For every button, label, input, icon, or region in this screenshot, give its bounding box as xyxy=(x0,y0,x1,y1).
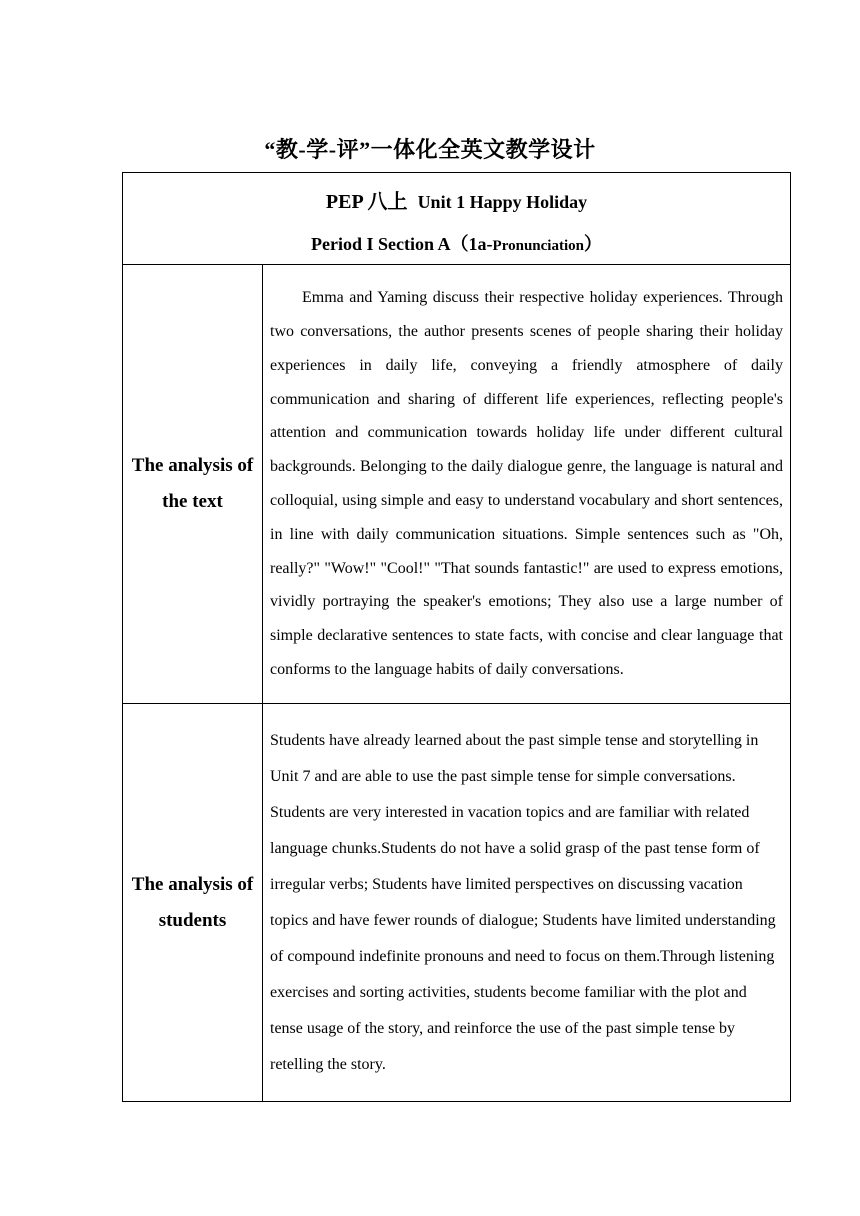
table-header-row xyxy=(123,173,791,265)
row-content: Students have already learned about the past simple tense and storytelling in Unit 7 and are able to use the past simple tense for simple conversations. Students are very interested in vacation topics and are familiar with related language chunks.Students do not have a solid grasp of the past tense form of irregular verbs; Students have limited perspectives on discussing vacation topics and have fewer rounds of dialogue; Students have limited understanding of compound indefinite pronouns and need to focus on them.Through listening exercises and sorting activities, students become familiar with the plot and tense usage of the story, and reinforce the use of the past simple tense by retelling the story. xyxy=(270,731,776,1073)
row-content: Emma and Yaming discuss their respective holiday experiences. Through two conversations, the author presents scenes of people sharing their holiday experiences in daily life, conveying a friendly atmosphere of daily communication and sharing of different life experiences, reflecting people's attention and communication towards holiday life under different cultural backgrounds. Belonging to the daily dialogue genre, the language is natural and colloquial, using simple and easy to understand vocabulary and short sentences, in line with daily communication situations. Simple sentences such as "Oh, really?" "Wow!" "Cool!" "That sounds fantastic!" are used to express emotions, vividly portraying the speaker's emotions; They also use a large number of simple declarative sentences to state facts, with concise and clear language that conforms to the language habits of daily conversations. xyxy=(270,289,783,678)
row-label: The analysis of students xyxy=(131,873,254,931)
period-title-main: Period I Section A（1a- xyxy=(311,233,493,254)
unit-title-rest: Unit 1 Happy Holiday xyxy=(417,191,588,212)
period-title-small: Pronunciation xyxy=(492,237,584,254)
unit-title-main: PEP 八上 xyxy=(325,190,408,213)
row-label-student-analysis xyxy=(123,704,263,1102)
period-title-end: ） xyxy=(583,233,602,254)
row-label-text-analysis xyxy=(123,265,263,704)
document-title: “教-学-评”一体化全英文教学设计 xyxy=(264,137,596,162)
unit-title xyxy=(123,189,790,215)
row-label: The analysis of the text xyxy=(131,455,254,512)
period-title xyxy=(123,231,790,259)
unit-header-cell xyxy=(123,173,791,265)
table-row xyxy=(123,704,791,1102)
lesson-plan-table xyxy=(122,172,791,1102)
table-row xyxy=(123,265,791,704)
row-content-student-analysis xyxy=(263,704,791,1102)
row-content-text-analysis xyxy=(263,265,791,704)
